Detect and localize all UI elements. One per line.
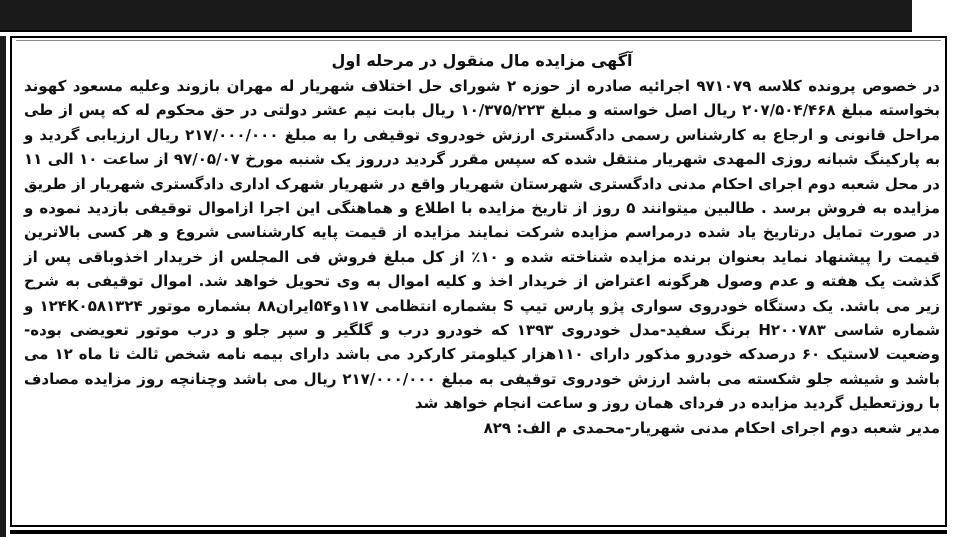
left-edge-bar [0,36,6,537]
notice-signature: مدیر شعبه دوم اجرای احکام مدنی شهریار-محمدی م الف: ۸۲۹ [483,418,940,437]
notice-body: در خصوص پرونده کلاسه ۹۷۱۰۷۹ اجرائیه صادره از حوزه ۲ شورای حل اختلاف شهریار له مهران بازوند وعلیه مسعود کهوند بخواسته مبلغ ۲۰۷/۵۰۴/۴۶۸ ریال اصل خواسته و مبلغ ۱۰/۳۷۵/۲۲۳ ریال بابت نیم عشر دولتی در حق محکوم له که پس از طی مراحل قانونی و ارجاع به کارشناس رسمی دادگستری ارزش خودروی توقیفی را به مبلغ ۲۱۷/۰۰۰/۰۰۰ ریال ارزیابی گردید و به پارکینگ شبانه روزی المهدی شهریار منتقل شده که سپس مقرر گردید درروز یک شنبه مورخ ۹۷/۰۵/۰۷ از ساعت ۱۰ الی ۱۱ در محل شعبه دوم اجرای احکام مدنی دادگستری شهرستان شهریار واقع در شهریار شهرک اداری دادگستری شهریار از طریق مزایده به فروش برسد . طالبین میتوانند ۵ روز از تاریخ مزایده با اطلاع و هماهنگی این اجرا ازاموال توقیفی بازدید نموده و در صورت تمایل درتاریخ یاد شده درمراسم مزایده شرکت نمایند مزایده از قیمت پایه کارشناسی شروع و هر کسی بالاترین قیمت را پیشنهاد نماید بعنوان برنده مزایده شناخته شده و ۱۰٪ از کل مبلغ فروش فی المجلس از خریدار اخذوباقی پس از گذشت یک هفته و عدم وصول هرگونه اعتراض از خریدار اخذ و کلیه اموال به وی تحویل خواهد شد. اموال توقیفی به شرح زیر می باشد. یک دستگاه خودروی سواری پژو پارس تیپ S بشماره انتظامی ۱۱۷و۵۴ایران۸۸ بشماره موتور ۱۲۴K۰۵۸۱۳۲۴ و شماره شاسی H۲۰۰۷۸۳ برنگ سفید-مدل خودروی ۱۳۹۳ که خودرو درب و گلگیر و سپر جلو و درب موتور تعویضی بوده-وضعیت لاستیک ۶۰ درصدکه خودرو مذکور دارای ۱۱۰هزار کیلومتر کارکرد می باشد دارای بیمه نامه شخص ثالث تا ماه ۱۲ می باشد و شیشه جلو شکسته می باشد ارزش خودروی توقیفی به مبلغ ۲۱۷/۰۰۰/۰۰۰ ریال می باشد وچنانچه روز مزایده مصادف با روزتعطیل گردید مزایده در فردای همان روز و ساعت انجام خواهد شد [24,77,941,413]
notice-content [24,50,940,440]
top-strip [0,0,961,36]
header-dark-bar [0,0,912,32]
divider [16,40,941,41]
bottom-rule [10,530,947,534]
notice-title: آگهی مزایده مال منقول در مرحله اول [331,51,633,70]
